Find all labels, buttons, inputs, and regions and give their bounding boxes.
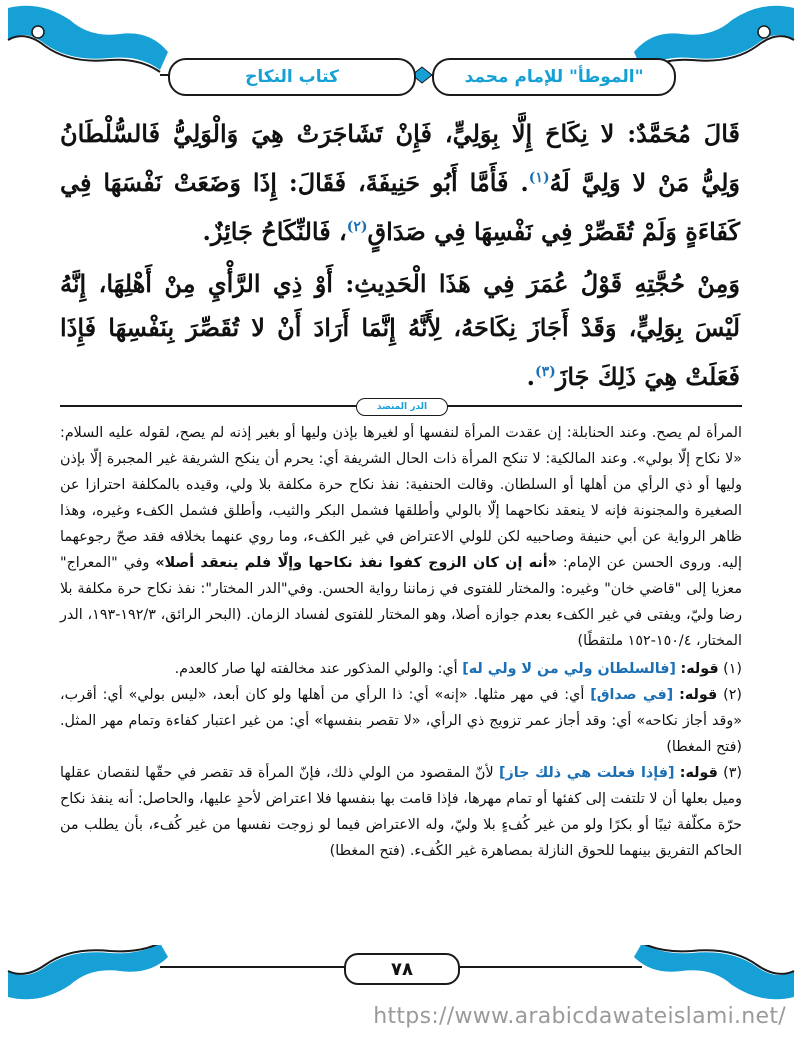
note-text: أي: في مهر مثلها. «إنه» أي: ذا الرأي من أهلها ولو كان أبعد، «ليس بولي» أي: أقرب، «وقد أجاز نكاحه» أي: وقد أجاز عمر تزويج ذي الرأي، «لا تقصر بنفسها» أي: من غير اعتبار كفاءة وتمام مهر المثل. (فتح المغطا) — [60, 687, 742, 755]
footnote-marker-3[interactable]: (٣) — [534, 364, 556, 380]
footnote-number: (٣) — [723, 765, 742, 781]
footnote-label: قوله: — [680, 661, 719, 677]
footnote-quote: [فإذا فعلت هي ذلك جاز] — [498, 765, 675, 781]
footnote-marker-1[interactable]: (١) — [528, 170, 550, 186]
footnote-quote: [فالسلطان ولي من لا ولي له] — [462, 661, 676, 677]
main-text-segment: وَمِنْ حُجَّتِهِ قَوْلُ عُمَرَ فِي هَذَا الْحَدِيثِ: أَوْ ذِي الرَّأْيِ مِنْ أَهْلِهَا، إِنَّهُ لَيْسَ بِوَلِيٍّ، وَقَدْ أَجَازَ نِكَاحَهُ، لِأَنَّهُ إِنَّمَا أَرَادَ أَنْ لا تُقَصِّرَ بِنَفْسِهَا فَإِذَا فَعَلَتْ هِيَ ذَلِكَ جَازَ — [60, 269, 740, 391]
footnote-number: (٢) — [723, 687, 742, 703]
note-bold-quote: «أنه إن كان الزوج كفوا نفذ نكاحها وإلّا فلم ينعقد أصلا» — [155, 555, 557, 571]
footnote-divider — [60, 398, 742, 414]
footnote-number: (١) — [723, 661, 742, 677]
footnote-marker-2[interactable]: (٢) — [346, 219, 368, 235]
footnote-label: قوله: — [679, 765, 718, 781]
book-title-label: "الموطأ" للإمام محمد — [432, 58, 676, 96]
speaker-lead: قَالَ مُحَمَّدٌ: — [627, 119, 740, 148]
main-text-segment: . فَأَمَّا أَبُو حَنِيفَةَ، فَقَالَ: إِذَا وَضَعَتْ نَفْسَهَا فِي كَفَاءَةٍ وَلَمْ تُقَصِّرْ فِي نَفْسِهَا فِي صَدَاقٍ — [60, 168, 740, 246]
chapter-label: كتاب النكاح — [168, 58, 416, 96]
main-paragraph-2 — [60, 262, 740, 399]
footnotes-block — [60, 420, 742, 864]
footnote-2 — [60, 682, 742, 760]
divider-label: الدر المنضد — [356, 398, 448, 416]
note-text: لأنّ المقصود من الولي ذلك، فإنّ المرأة قد تقصر في حقّها لنقصان عقلها وميل بعلها أن لا تلتفت إلى كفئها أو تمام مهرها، فإذا قامت بها بنفسها فلا اعتراض لأحدٍ عليها، والحاصل: أنه ينفذ نكاح حرّة مكلّفة ثيبًا أو بكرًا ولو من غير كُفءٍ بلا وليّ، وله الاعتراض فيما لو زوجت نفسها من غير كُفء، بأن يطلب من الحاكم التفريق بينهما للحوق النازلة بمصاهرة غير الكُفء. (فتح المغطا) — [60, 765, 742, 859]
footnote-quote: [في صداق] — [590, 687, 674, 703]
main-paragraph-1 — [60, 112, 740, 254]
footnote-1 — [60, 656, 742, 682]
main-text-segment: لا نِكَاحَ إِلَّا بِوَلِيٍّ، فَإِنْ تَشَاجَرَتْ هِيَ وَالْوَلِيُّ فَالسُّلْطَانُ وَلِيُّ مَنْ لا وَلِيَّ لَهُ — [60, 119, 740, 197]
page-number: ٧٨ — [344, 953, 460, 985]
footnote-continuation — [60, 420, 742, 654]
footnote-3 — [60, 760, 742, 864]
note-text: أي: والولي المذكور عند مخالفته لها صار كالعدم. — [174, 661, 463, 677]
footnote-label: قوله: — [679, 687, 718, 703]
main-text-block — [60, 112, 740, 399]
main-text-segment: . — [526, 362, 535, 391]
main-text-segment: ، فَالنِّكَاحُ جَائِزٌ. — [202, 217, 347, 246]
note-text: المرأة لم يصح. وعند الحنابلة: إن عقدت المرأة لنفسها أو لغيرها بإذن وليها أو بغير إذنه لم يصح، لقوله عليه السلام: «لا نكاح إلّا بولي». وعند المالكية: لا تنكح المرأة ذات الحال الشريفة أي: يحرم أن ينكح الشريفة غير المجبرة إلّا بإذن وليها أو ذي الرأي من أهلها أو السلطان. وقالت الحنفية: نفذ نكاح حرة مكلفة بلا ولي، وقيده بالمكلفة احترازا عن الصغيرة والمجنونة فإنه لا ينعقد نكاحهما إلّا بالولي وأطلقها فشمل البكر والثيب، وأطلق فشمل الكفء وغيره، وهذا ظاهر الرواية عن أبي حنيفة وصاحبيه لكن للولي الاعتراض في غير الكفء، وما روي عنهما بخلافه فقد صحّ رجوعهما إليه. وروى الحسن عن الإمام: — [60, 425, 742, 571]
note-text: وفي "المعراج" معزيا إلى "قاضي خان" وغيره: والمختار للفتوى في زماننا رواية الحسن. وفي"الدر المختار": نفذ نكاح حرة مكلفة بلا رضا وليّ، ويفتى في غير الكفء بعدم جوازه أصلا، وهو المختار للفتوى لفساد الزمان. (البحر الرائق، ١٩٢/٣-١٩٣، الدر المختار، ١٥٠/٤-١٥٢ ملتقطًا) — [60, 555, 742, 649]
source-url: https://www.arabicdawateislami.net/ — [373, 1004, 786, 1029]
